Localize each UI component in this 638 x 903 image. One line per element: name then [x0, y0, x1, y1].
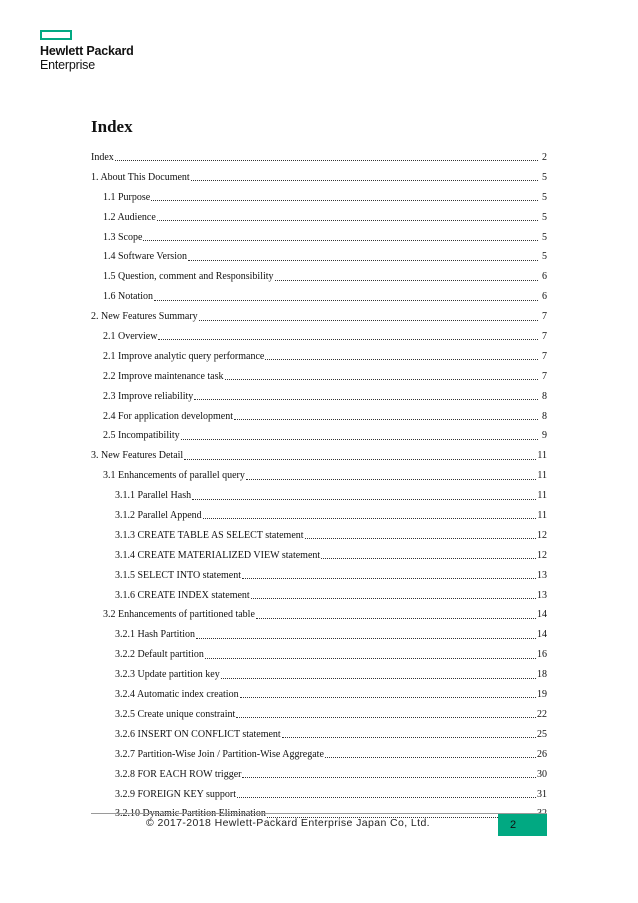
toc-entry-page: 6	[542, 291, 547, 303]
toc-entry-title: 2.1 Overview	[103, 331, 158, 343]
toc-entry[interactable]	[91, 546, 547, 566]
toc-entry[interactable]	[91, 745, 547, 765]
toc-entry[interactable]	[91, 785, 547, 805]
toc-leader-dots	[194, 399, 538, 400]
toc-entry-title: 3.1.2 Parallel Append	[115, 510, 202, 522]
toc-entry-title: 1.4 Software Version	[103, 251, 187, 263]
toc-entry-page: 19	[537, 689, 547, 701]
toc-entry-page: 9	[542, 430, 547, 442]
toc-entry[interactable]	[91, 287, 547, 307]
toc-entry[interactable]	[91, 725, 547, 745]
toc-entry[interactable]	[91, 506, 547, 526]
toc-entry[interactable]	[91, 148, 547, 168]
toc-entry-title: 3.1.4 CREATE MATERIALIZED VIEW statement	[115, 549, 321, 561]
toc-leader-dots	[251, 598, 536, 599]
toc-leader-dots	[199, 320, 538, 321]
toc-entry-page: 30	[537, 768, 547, 780]
toc-leader-dots	[143, 240, 538, 241]
toc-entry-title: 1.2 Audience	[103, 211, 156, 223]
toc-entry-page: 8	[542, 390, 547, 402]
toc-entry-page: 14	[537, 629, 547, 641]
toc-entry-page: 8	[542, 410, 547, 422]
logo-text-line2: Enterprise	[40, 58, 95, 72]
toc-leader-dots	[265, 359, 538, 360]
toc-leader-dots	[115, 160, 538, 161]
toc-entry[interactable]	[91, 645, 547, 665]
toc-entry-title: 2.1 Improve analytic query performance	[103, 350, 265, 362]
toc-entry[interactable]	[91, 446, 547, 466]
toc-entry-page: 11	[537, 490, 547, 502]
toc-leader-dots	[236, 717, 536, 718]
toc-entry-page: 16	[537, 649, 547, 661]
toc-entry[interactable]	[91, 168, 547, 188]
toc-entry[interactable]	[91, 267, 547, 287]
logo-text-line1: Hewlett Packard	[40, 44, 134, 58]
toc-entry-title: 3.2.3 Update partition key	[115, 669, 220, 681]
toc-entry-title: 1.1 Purpose	[103, 191, 151, 203]
toc-entry-title: 2. New Features Summary	[91, 311, 198, 323]
toc-entry-title: 3.2.4 Automatic index creation	[115, 689, 239, 701]
toc-leader-dots	[325, 757, 536, 758]
page-number-badge: 2	[498, 814, 547, 836]
toc-entry-page: 7	[542, 331, 547, 343]
toc-leader-dots	[282, 737, 536, 738]
toc-leader-dots	[188, 260, 538, 261]
toc-leader-dots	[196, 638, 536, 639]
toc-entry-title: 2.5 Incompatibility	[103, 430, 180, 442]
toc-entry[interactable]	[91, 486, 547, 506]
toc-entry[interactable]	[91, 327, 547, 347]
toc-entry[interactable]	[91, 625, 547, 645]
toc-leader-dots	[225, 379, 538, 380]
toc-entry-page: 13	[537, 569, 547, 581]
toc-entry[interactable]	[91, 307, 547, 327]
toc-entry-page: 5	[542, 211, 547, 223]
toc-leader-dots	[237, 797, 536, 798]
toc-entry[interactable]	[91, 705, 547, 725]
toc-leader-dots	[242, 578, 536, 579]
toc-entry[interactable]	[91, 387, 547, 407]
toc-entry[interactable]	[91, 566, 547, 586]
table-of-contents	[91, 148, 547, 824]
toc-entry-page: 14	[537, 609, 547, 621]
toc-entry-title: 3.2.5 Create unique constraint	[115, 708, 236, 720]
toc-entry[interactable]	[91, 228, 547, 248]
toc-leader-dots	[151, 200, 538, 201]
toc-entry-page: 5	[542, 191, 547, 203]
toc-entry-title: 1.3 Scope	[103, 231, 143, 243]
toc-entry-title: 2.2 Improve maintenance task	[103, 370, 224, 382]
toc-entry-title: 1. About This Document	[91, 171, 190, 183]
footer-copyright: © 2017-2018 Hewlett-Packard Enterprise Japan Co, Ltd.	[146, 817, 430, 829]
toc-entry[interactable]	[91, 188, 547, 208]
toc-entry-page: 22	[537, 708, 547, 720]
toc-leader-dots	[242, 777, 536, 778]
toc-leader-dots	[184, 459, 536, 460]
toc-leader-dots	[203, 518, 537, 519]
toc-leader-dots	[158, 339, 538, 340]
toc-entry[interactable]	[91, 367, 547, 387]
toc-entry-page: 7	[542, 311, 547, 323]
toc-entry-title: 3.1.5 SELECT INTO statement	[115, 569, 242, 581]
toc-leader-dots	[154, 300, 538, 301]
toc-entry-title: 3.2.1 Hash Partition	[115, 629, 195, 641]
toc-entry[interactable]	[91, 765, 547, 785]
toc-leader-dots	[191, 180, 538, 181]
toc-entry-page: 26	[537, 748, 547, 760]
toc-entry-page: 12	[537, 529, 547, 541]
toc-entry-title: 3.1.1 Parallel Hash	[115, 490, 192, 502]
toc-entry-page: 25	[537, 728, 547, 740]
toc-entry-title: 3.2 Enhancements of partitioned table	[103, 609, 255, 621]
toc-entry-title: 3.1 Enhancements of parallel query	[103, 470, 245, 482]
toc-leader-dots	[246, 479, 536, 480]
toc-entry-page: 13	[537, 589, 547, 601]
footer-divider	[91, 813, 547, 814]
toc-entry[interactable]	[91, 466, 547, 486]
toc-entry-page: 7	[542, 350, 547, 362]
toc-leader-dots	[234, 419, 538, 420]
toc-entry-title: 3.2.6 INSERT ON CONFLICT statement	[115, 728, 281, 740]
toc-leader-dots	[305, 538, 536, 539]
toc-leader-dots	[221, 678, 536, 679]
toc-entry-title: 3.1.3 CREATE TABLE AS SELECT statement	[115, 529, 304, 541]
toc-entry-title: 3.2.10 Dynamic Partition Elimination	[115, 808, 266, 820]
toc-entry[interactable]	[91, 208, 547, 228]
hpe-logo	[40, 30, 134, 72]
toc-entry-page: 5	[542, 231, 547, 243]
toc-leader-dots	[192, 499, 536, 500]
toc-entry-page: 6	[542, 271, 547, 283]
toc-entry-title: Index	[91, 152, 114, 163]
toc-entry[interactable]	[91, 586, 547, 606]
toc-leader-dots	[181, 439, 538, 440]
toc-entry-title: 1.6 Notation	[103, 291, 153, 303]
toc-entry[interactable]	[91, 347, 547, 367]
toc-entry[interactable]	[91, 426, 547, 446]
toc-leader-dots	[275, 280, 538, 281]
toc-entry-page: 11	[537, 450, 547, 462]
toc-entry-page: 18	[537, 669, 547, 681]
toc-entry-page: 31	[537, 788, 547, 800]
toc-entry-title: 3.1.6 CREATE INDEX statement	[115, 589, 250, 601]
toc-entry-page: 5	[542, 171, 547, 183]
toc-leader-dots	[321, 558, 536, 559]
toc-entry-page: 11	[537, 470, 547, 482]
toc-entry[interactable]	[91, 407, 547, 427]
toc-entry[interactable]	[91, 526, 547, 546]
toc-entry-title: 3. New Features Detail	[91, 450, 184, 462]
toc-leader-dots	[240, 697, 536, 698]
toc-entry-page: 11	[537, 510, 547, 522]
toc-leader-dots	[256, 618, 536, 619]
hpe-logo-mark-icon	[40, 30, 72, 40]
toc-entry[interactable]	[91, 685, 547, 705]
toc-entry-title: 3.2.7 Partition-Wise Join / Partition-Wise Aggregate	[115, 748, 324, 760]
toc-entry-title: 1.5 Question, comment and Responsibility	[103, 271, 274, 283]
toc-leader-dots	[157, 220, 538, 221]
toc-entry-page: 5	[542, 251, 547, 263]
toc-entry-title: 2.4 For application development	[103, 410, 233, 422]
toc-entry-title: 2.3 Improve reliability	[103, 390, 194, 402]
page-title: Index	[91, 117, 133, 136]
toc-entry[interactable]	[91, 605, 547, 625]
toc-entry-title: 3.2.9 FOREIGN KEY support	[115, 788, 237, 800]
toc-entry-page: 7	[542, 370, 547, 382]
toc-leader-dots	[205, 658, 536, 659]
toc-entry-page: 12	[537, 549, 547, 561]
toc-entry[interactable]	[91, 665, 547, 685]
toc-entry[interactable]	[91, 247, 547, 267]
toc-entry-page: 2	[542, 152, 547, 163]
toc-entry-title: 3.2.2 Default partition	[115, 649, 204, 661]
toc-entry-title: 3.2.8 FOR EACH ROW trigger	[115, 768, 242, 780]
